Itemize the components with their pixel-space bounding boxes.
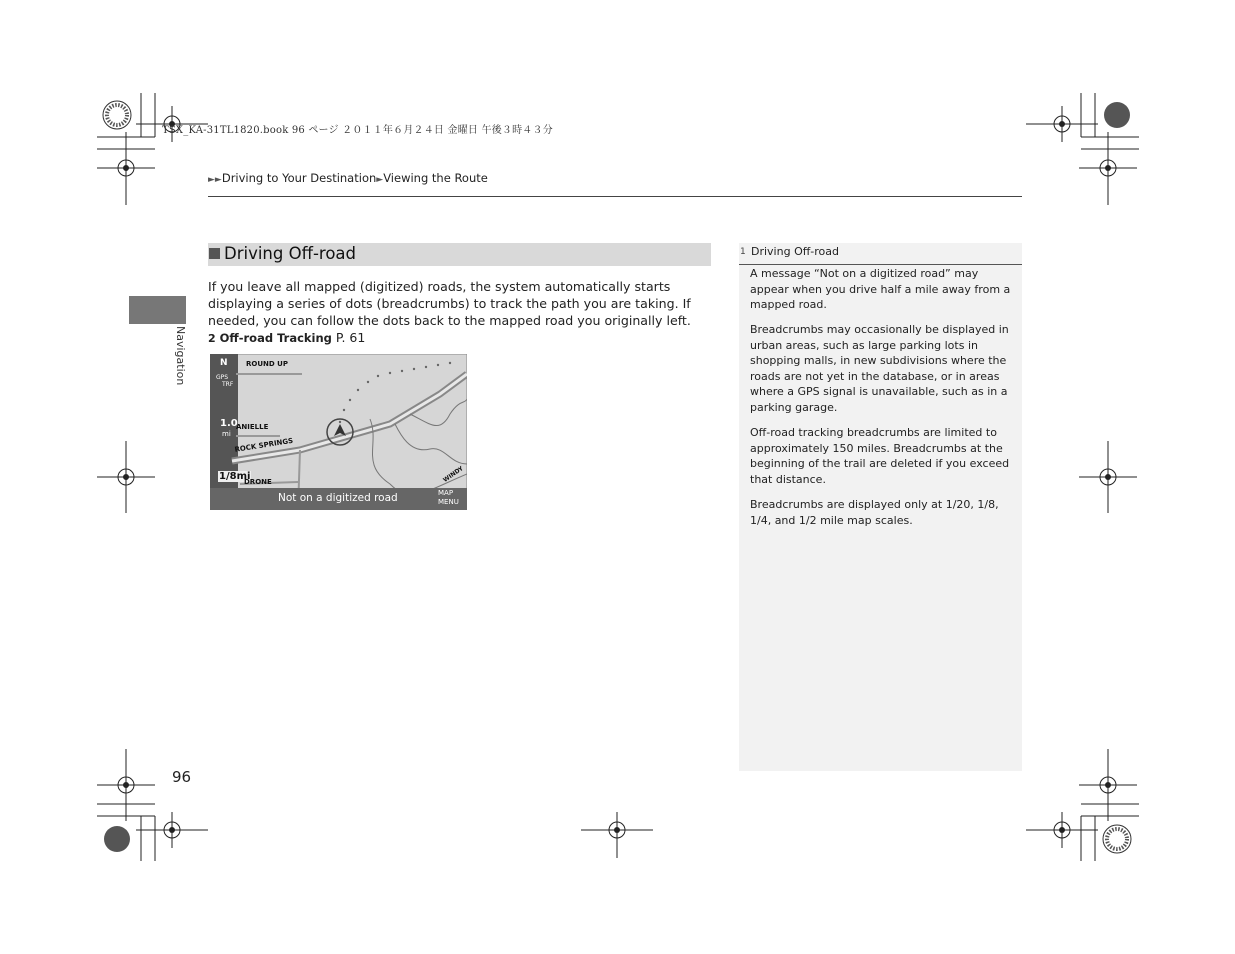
sidebar-paragraph-3: Off-road tracking breadcrumbs are limited to approximately 150 miles. Breadcrumbs at the beginning of the trail are deleted if you exceed that distance.: [750, 426, 1010, 486]
sidebar-title: Driving Off-road: [751, 245, 840, 258]
map-menu-line2: MENU: [438, 498, 459, 506]
section-title: Driving Off-road: [224, 244, 357, 263]
road-label-drone: DRONE: [244, 478, 272, 486]
compass-label: N: [220, 358, 228, 368]
print-info-line: TSX_KA-31TL1820.book 96 ページ ２０１１年６月２４日 金曜日 午後３時４３分: [162, 125, 553, 136]
zoom-label: 1/8mi: [219, 471, 251, 482]
cross-reference[interactable]: [208, 330, 365, 345]
chapter-tab: [129, 296, 186, 324]
breadcrumb-level1: Driving to Your Destination: [221, 171, 377, 185]
map-image: [210, 354, 467, 510]
chapter-tab-label: Navigation: [174, 326, 187, 386]
xref-arrow-icon: 2: [208, 332, 216, 345]
breadcrumb-arrows: ►►: [208, 175, 222, 185]
scale-unit: mi: [222, 430, 231, 438]
map-menu-line1: MAP: [438, 489, 454, 497]
trf-label: TRF: [222, 381, 234, 388]
section-square-icon: [209, 248, 220, 259]
sidebar-paragraph-2: Breadcrumbs may occasionally be displayed in urban areas, such as large parking lots in shopping malls, in new subdivisions where the roads are not yet in the database, or in areas where a GPS signal is unavailable, such as in a parking garage.: [750, 323, 1009, 414]
road-label-round-up: ROUND UP: [246, 360, 288, 368]
gps-label: GPS: [216, 374, 229, 381]
road-label-anielle: ANIELLE: [236, 423, 269, 431]
sidebar-paragraph-4: Breadcrumbs are displayed only at 1/20, 1/8, 1/4, and 1/2 mile map scales.: [750, 498, 999, 527]
map-status-message: Not on a digitized road: [278, 492, 398, 504]
section-heading: [208, 243, 711, 266]
map-menu-button: [438, 489, 459, 507]
breadcrumb-separator: ►: [376, 175, 384, 185]
sidebar-paragraph-1: A message “Not on a digitized road” may appear when you drive half a mile away from a mapped road.: [750, 267, 1011, 311]
xref-label: Off-road Tracking: [219, 331, 332, 345]
xref-page: P. 61: [331, 330, 366, 345]
header-rule: [208, 196, 1022, 197]
sidebar-ref-icon: 1: [740, 247, 746, 257]
section-body: If you leave all mapped (digitized) roads, the system automatically starts displaying a series of dots (breadcrumbs) to track the path you are taking. If needed, you can follow the dots back to the mapped road you originally left.: [208, 279, 691, 328]
breadcrumb: [208, 171, 488, 185]
road-label-windy: WINDY: [442, 465, 465, 484]
breadcrumb-level2: Viewing the Route: [383, 171, 488, 185]
sidebar-heading: [739, 243, 1022, 265]
sidebar-notes: [739, 243, 1022, 771]
map-screenshot: [210, 354, 467, 510]
road-label-rock-springs: ROCK SPRINGS: [234, 436, 294, 454]
page-number: 96: [172, 768, 192, 786]
scale-value: 1.0: [220, 418, 238, 429]
